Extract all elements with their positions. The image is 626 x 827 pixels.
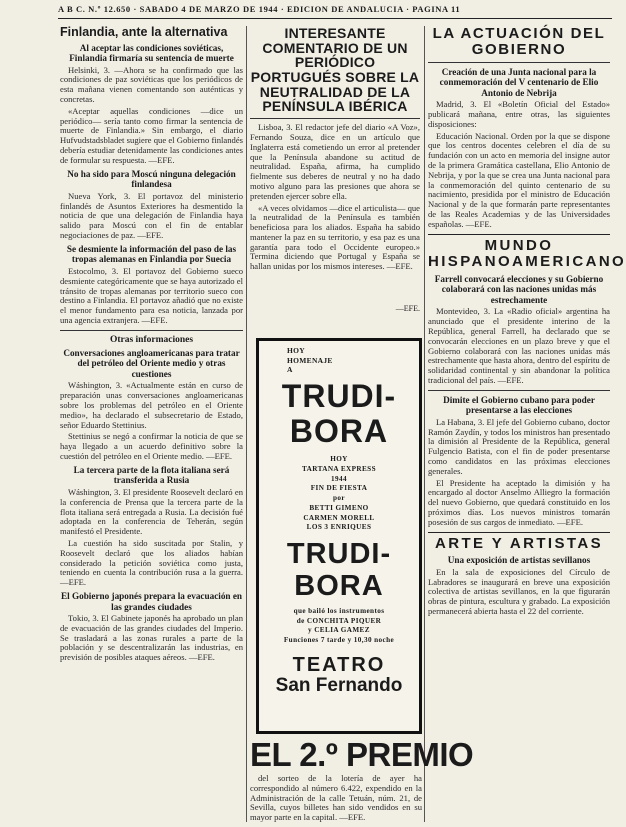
article-paragraph: del sorteo de la lotería de ayer ha correspondido al número 6.422, expendido en la Administración de la calle Tetuán, núm. 21, de Sevilla, cuyos billetes han sido vendidos en su mayor parte en la capital. —EFE. bbox=[250, 773, 422, 823]
article-paragraph: Tokio, 3. El Gabinete japonés ha aprobado un plan de evacuación de las grandes ciudades del Imperio. Se trasladará a las zonas rurales a parte de la población y se descentralizarán las industrias, en previsión de posibles ataques aéreos. —EFE. bbox=[60, 613, 243, 663]
theatre-advertisement bbox=[256, 338, 422, 734]
article-headline: Finlandia, ante la alternativa bbox=[60, 25, 228, 39]
section-title: MUNDO HISPANOAMERICANO bbox=[428, 234, 610, 271]
article-paragraph: La Habana, 3. El jefe del Gobierno cubano, doctor Ramón Zaydín, y todos los ministros han presentado la dimisión al Presidente de la República, general Fulgencio Batista, con el fin de poder presentarse como candidatos en las próximas elecciones generales. bbox=[428, 416, 610, 476]
article-paragraph: En la sala de exposiciones del Círculo de Labradores se inaugurará en breve una exposición colectiva de artistas sevillanos, en la que figurarán obras de pintura, escultura y grabado. La exposición permanecerá abierta hasta el 22 del corriente. bbox=[428, 566, 610, 616]
article-paragraph: Nueva York, 3. El portavoz del ministerio finlandés de Asuntos Exteriores ha desmentido la noticia de que una delegación de Finlandia haya salido para Moscú con el fin de entablar negociaciones de paz. —EFE. bbox=[60, 190, 243, 240]
ad-line: TARTANA EXPRESS bbox=[302, 464, 376, 473]
ad-line: que bailó los instrumentos bbox=[293, 606, 385, 615]
ad-line: de CONCHITA PIQUER bbox=[296, 616, 382, 625]
section-rule bbox=[428, 62, 610, 63]
article-subheadline: Al aceptar las condiciones soviéticas, Finlandia firmaría su sentencia de muerte bbox=[69, 42, 234, 64]
ad-venue-name: San Fernando bbox=[275, 674, 403, 696]
ad-line: CARMEN MORELL bbox=[303, 513, 375, 522]
article-headline: No ha sido para Moscú ninguna delegación finlandesa bbox=[67, 168, 236, 190]
section-rule bbox=[428, 390, 610, 391]
lottery-headline: EL 2.º PREMIO bbox=[250, 736, 474, 773]
section-rule bbox=[60, 330, 243, 331]
section-rule bbox=[250, 118, 420, 119]
ad-star-name: TRUDI-BORA bbox=[286, 538, 392, 602]
article-paragraph: Wáshington, 3. El presidente Roosevelt declaró en la conferencia de Prensa que la tercera parte de la flota italiana será entregada a Rusia. La decisión fué adoptada en la conferencia de Teherán, según manifestó el Presidente. bbox=[60, 486, 243, 537]
article-headline: Dimite el Gobierno cubano para poder presentarse a las elecciones bbox=[443, 394, 595, 416]
ad-line: HOMENAJE bbox=[287, 355, 333, 365]
lottery-article bbox=[250, 774, 422, 822]
left-column bbox=[60, 26, 243, 822]
article-headline: INTERESANTE COMENTARIO DE UN PERIÓDICO PORTUGUÉS SOBRE LA NEUTRALIDAD DE LA PENÍNSULA IBÉRICA bbox=[250, 25, 420, 115]
ad-line: LOS 3 ENRIQUES bbox=[306, 523, 372, 532]
article-headline: Creación de una Junta nacional para la conmemoración del V centenario de Elio Antonio de Nebrija bbox=[439, 66, 599, 98]
ad-line: por bbox=[333, 494, 345, 503]
article-paragraph: Helsinki, 3. —Ahora se ha confirmado que las condiciones de paz soviéticas que los periódicos de esta mañana vienen comentando son auténticas y concretas. bbox=[60, 64, 243, 105]
column-divider bbox=[424, 26, 425, 822]
article-paragraph: Wáshington, 3. «Actualmente están en curso de preparación unas conversaciones angloamericanas sobre los problemas del petróleo en el Oriente medio», ha declarado el subsecretario de Estado, señor Eduardo Stettinius. bbox=[60, 380, 243, 430]
column-divider bbox=[246, 26, 247, 822]
ad-line: HOY bbox=[287, 346, 305, 355]
ad-line: FIN DE FIESTA bbox=[310, 484, 368, 493]
section-title: ARTE Y ARTISTAS bbox=[428, 532, 610, 553]
article-signature: —EFE. bbox=[395, 304, 420, 313]
article-headline: Conversaciones angloamericanas para tratar del petróleo del Oriente medio y otras cuestiones bbox=[63, 347, 240, 379]
section-title: Otras informaciones bbox=[109, 334, 194, 345]
right-column bbox=[428, 25, 626, 822]
ad-line: A bbox=[287, 365, 293, 375]
ad-theatre-label: TEATRO bbox=[292, 653, 386, 676]
article-paragraph: «A veces olvidamos —dice el articulista— que la neutralidad de la Península es también beneficiosa para los aliados. España ha sabido mantener la paz en su territorio, y esa paz es una garantía para todo el Occidente europeo.» Termina diciendo que Portugal y España se hallan unidas por los mismos intereses. —EFE. bbox=[250, 202, 420, 272]
article-paragraph: Estocolmo, 3. El portavoz del Gobierno sueco desmiente categóricamente que se haya autorizado el tránsito de tropas alemanas por territorio sueco con destino a Finlandia. El portavoz añadió que no existe el menor fundamento para esa noticia, lanzada por una agencia extranjera. —EFE. bbox=[60, 265, 243, 325]
article-paragraph: La cuestión ha sido suscitada por Stalin, y Roosevelt declaró que los aliados habían considerado la petición soviética como justa, teniendo en cuenta la contribución rusa a la guerra. —EFE. bbox=[60, 537, 243, 588]
ad-star-name: TRUDI-BORA bbox=[281, 377, 397, 450]
ad-line: y CELIA GAMEZ bbox=[308, 626, 370, 635]
ad-line: 1944 bbox=[331, 474, 347, 483]
ad-line: Funciones 7 tarde y 10,30 noche bbox=[283, 635, 395, 644]
article-paragraph: Montevideo, 3. La «Radio oficial» argentina ha anunciado que el presidente interino de la República, general Farrell, ha declarado que se convocarán elecciones en un plazo breve y que el Gobierno colaborará con las naciones unidas más estrechamente que hasta ahora, dentro del espíritu de solidaridad continental y sin abandonar la política tradicional del país. —EFE. bbox=[428, 306, 610, 385]
middle-column bbox=[250, 26, 420, 332]
masthead: A B C. N.º 12.650 · SABADO 4 DE MARZO DE 1944 · EDICION DE ANDALUCIA · PAGINA 11 bbox=[58, 4, 612, 19]
article-headline: El Gobierno japonés prepara la evacuación en las grandes ciudades bbox=[60, 590, 243, 612]
article-paragraph: El Presidente ha aceptado la dimisión y ha encargado al doctor Anselmo Alliegro la formación del nuevo Gobierno, que quedará constituido en los próximos días. Los nuevos ministros tomarán posesión de sus cargos de inmediato. —EFE. bbox=[428, 477, 610, 527]
article-headline: La tercera parte de la flota italiana será transferida a Rusia bbox=[73, 464, 230, 486]
article-headline: LA ACTUACIÓN DEL GOBIERNO bbox=[432, 25, 606, 58]
article-paragraph: Educación Nacional. Orden por la que se dispone que los centros docentes celebren el día de su fundación con un acto en memoria del insigne autor de la primera Gramática castellana, Elio Antonio de Nebrija, y por la que se crea una Junta nacional para la conmemoración del quinto centenario de su nacimiento, presidida por el ministro de Educación Nacional y de la que formarán parte representantes de las Reales Academias y de las Universidades españolas. —EFE. bbox=[428, 130, 610, 229]
ad-line: HOY bbox=[330, 455, 348, 464]
article-paragraph: Stettinius se negó a confirmar la noticia de que se haya llegado a un acuerdo definitivo sobre la cuestión del petróleo en el Oriente medio. —EFE. bbox=[60, 431, 243, 462]
middle-column-end bbox=[250, 304, 420, 334]
article-headline: Se desmiente la información del paso de las tropas alemanas en Finlandia por Suecia bbox=[66, 243, 237, 265]
article-paragraph: «Aceptar aquellas condiciones —dice un periódico— sería tanto como firmar la sentencia de muerte de Finlandia.» Sin embargo, el diario Hufvudstadsbladet sugiere que el Gobierno finlandés debería estudiar detenidamente las condiciones antes de formular su respuesta. —EFE. bbox=[60, 105, 243, 165]
article-paragraph: Madrid, 3. El «Boletín Oficial del Estado» publicará mañana, entre otras, las siguientes disposiciones: bbox=[428, 99, 610, 129]
article-paragraph: Lisboa, 3. El redactor jefe del diario «A Voz», Fernando Souza, dice en un artículo que Inglaterra está cometiendo un error al pretender que la Península abandone su actitud de neutralidad. España, afirma, ha cumplido fielmente sus deberes de neutral y no ha dado motivo alguno para las presiones que ahora se pretenden ejercer sobre ella. bbox=[250, 122, 420, 201]
article-headline: Farrell convocará elecciones y su Gobierno colaborará con las naciones unidas más estrechamente bbox=[434, 273, 604, 305]
ad-line: BETTI GIMENO bbox=[309, 503, 369, 512]
article-headline: Una exposición de artistas sevillanos bbox=[447, 555, 591, 566]
